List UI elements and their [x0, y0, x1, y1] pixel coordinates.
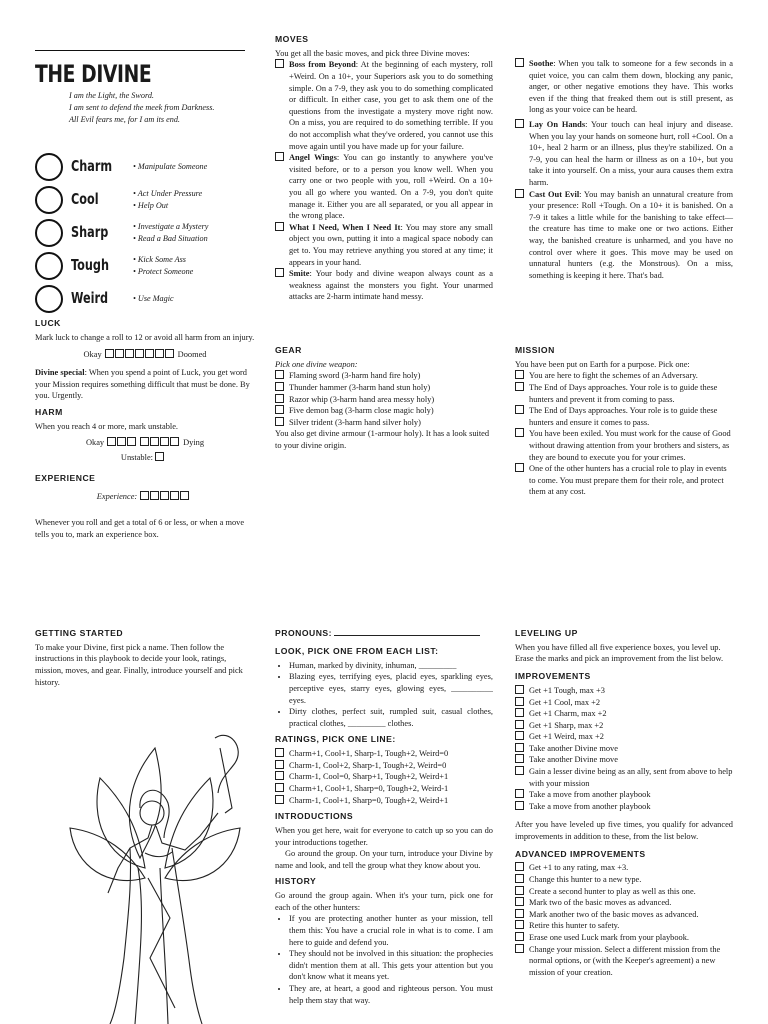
gear-checkbox[interactable]	[275, 405, 284, 414]
move-item: Lay On Hands: Your touch can heal injury and disease. When you lay your hands on someone hurt, roll +Cool. On a 10+, heal 2 harm or an illness, plus they're stabilized. On a 7-9, you can heal the harm or illness as on a 10+, but you take it into yourself. On a miss, your aura causes them extra harm.	[515, 119, 733, 189]
improvement-item: Get +1 Cool, max +2	[515, 697, 733, 709]
move-checkbox[interactable]	[275, 222, 284, 231]
improvement-checkbox[interactable]	[515, 789, 524, 798]
advanced-heading: ADVANCED IMPROVEMENTS	[515, 848, 646, 859]
leveling-section: LEVELING UP When you have filled all five experience boxes, you level up. Erase the marks and pick an improvement from the list below. IMPROVEMENTS Get +1 Tough, max +3 Get +1 Cool, max +2 Get +1 Charm, max +2 Get +1 Sharp, max +2 Get +1 Weird, max +2 Take another Divine move Take another Divine move Gain a lesser divine being as an ally, sent from above to help with your mission Take a move from another playbook Take a move from another playbook After you have leveled up five times, you qualify for advanced improvements in addition to these, from the list below. ADVANCED IMPROVEMENTS Get +1 to any rating, max +3. Change this hunter to a new type. Create a second hunter to play as well as this one. Mark two of the basic moves as advanced. Mark another two of the basic moves as advanced. Retire this hunter to safety. Erase one used Luck mark from your playbook. Change your mission. Select a different mission from the normal options, or (with the Keeper's agreement) a new mission of your creation.	[515, 628, 733, 977]
gear-item: Thunder hammer (3-harm hand stun holy)	[275, 382, 493, 394]
gear-item: Flaming sword (3-harm hand fire holy)	[275, 370, 493, 382]
ratings-checkbox[interactable]	[275, 771, 284, 780]
look-option[interactable]: • Dirty clothes, perfect suit, rumpled suit, casual clothes, practical clothes, _________ clothes.	[289, 706, 493, 729]
rating-circle[interactable]	[35, 219, 63, 247]
moves-section: MOVES You get all the basic moves, and pick three Divine moves: Boss from Beyond: At the beginning of each mystery, roll +Weird. On a 10+, your Superiors ask you to do something simple. On a 7-9, they ask you to do something complicated or difficult. In either case, you get to ask them one of the questions from the investigate a mystery move right now. On a miss, you are required to do something terrible. If you do not accomplish what they've ordered, you cannot use this move again until you have made up for your failure. Angel Wings: You can go instantly to anywhere you've visited before, or to a person you know well. When you carry one or two people with you, roll +Weird. On a 10+ you all go where you wanted. On a 7-9, you don't quite manage it. Either you are all separated, or you all appear in the wrong place. What I Need, When I Need It: You may store any small object you own, putting it into a magical space nobody can get to. You may retrieve anything you stored at any time; it appears in your hand. Smite: Your body and divine weapon always count as a weakness against the monsters you fight. Your unarmed attacks are 2-harm intimate hand messy.	[275, 34, 493, 302]
luck-heading: LUCK	[35, 318, 61, 328]
getting-started-section: GETTING STARTED To make your Divine, first pick a name. Then follow the instructions in this playbook to decide your look, ratings, mission, moves, and gear. Finally, introduce yourself and pick history.	[35, 628, 255, 688]
move-item: Smite: Your body and divine weapon always count as a weakness against the monsters you fight. Your unarmed attacks are 2-harm intimate hand messy.	[275, 268, 493, 303]
rating-circle[interactable]	[35, 186, 63, 214]
mission-checkbox[interactable]	[515, 370, 524, 379]
mission-section: MISSION You have been put on Earth for a purpose. Pick one: You are here to fight the schemes of an Adversary. The End of Days approaches. Your role is to guide these hunters and prevent it from coming to pass. The End of Days approaches. Your role is to guide these hunters and ensure it comes to pass. You have been exiled. You must work for the cause of Good without drawing attention from your brothers and sisters, as they are bound to execute you for your crimes. One of the other hunters has a crucial role to play in events to come. You must prepare them for their role, and protect them at any cost.	[515, 345, 733, 498]
improvement-checkbox[interactable]	[515, 801, 524, 810]
improvement-checkbox[interactable]	[515, 731, 524, 740]
divine-special: Divine special: When you spend a point of Luck, you get word your Mission requires something difficult that must be done. By you. Urgently.	[35, 368, 250, 401]
gear-section: GEAR Pick one divine weapon: Flaming sword (3-harm hand fire holy) Thunder hammer (3-harm hand stun holy) Razor whip (3-harm hand area messy holy) Five demon bag (3-harm close magic holy) Silver trident (3-harm hand silver holy) You also get divine armour (1-armour holy). It has a look suited to your divine origin.	[275, 345, 493, 452]
mission-item: You are here to fight the schemes of an Adversary.	[515, 370, 733, 382]
advanced-checkbox[interactable]	[515, 897, 524, 906]
history-list	[275, 913, 493, 1006]
advanced-item: Erase one used Luck mark from your playbook.	[515, 932, 733, 944]
move-checkbox[interactable]	[515, 189, 524, 198]
advanced-item: Mark two of the basic moves as advanced.	[515, 897, 733, 909]
move-checkbox[interactable]	[275, 59, 284, 68]
improvement-checkbox[interactable]	[515, 766, 524, 775]
look-option[interactable]: • Human, marked by divinity, inhuman, _________	[289, 660, 493, 672]
experience-boxes[interactable]	[140, 491, 190, 500]
advanced-item: Create a second hunter to play as well as this one.	[515, 886, 733, 898]
gear-item: Razor whip (3-harm hand area messy holy)	[275, 394, 493, 406]
moves-continued	[515, 58, 733, 281]
luck-track: Okay Doomed	[83, 350, 207, 360]
ratings-checkbox[interactable]	[275, 783, 284, 792]
title-rule	[35, 50, 245, 51]
rating-tough: Tough • Kick Some Ass • Protect Someone	[35, 249, 255, 282]
improvement-checkbox[interactable]	[515, 697, 524, 706]
gear-checkbox[interactable]	[275, 370, 284, 379]
rating-sharp: Sharp • Investigate a Mystery • Read a Bad Situation	[35, 216, 255, 249]
advanced-checkbox[interactable]	[515, 886, 524, 895]
ratings-line: Charm-1, Cool+2, Sharp-1, Tough+2, Weird=0	[275, 760, 493, 772]
unstable-checkbox[interactable]	[155, 452, 164, 461]
rating-weird: Weird • Use Magic	[35, 282, 255, 315]
gear-checkbox[interactable]	[275, 394, 284, 403]
moves-heading: MOVES	[275, 34, 309, 44]
ratings-line: Charm+1, Cool+1, Sharp=0, Tough+2, Weird-1	[275, 783, 493, 795]
advanced-checkbox[interactable]	[515, 862, 524, 871]
intro-quote: I am the Light, the Sword. I am sent to defend the meek from Darkness. All Evil fears me, for I am its end.	[69, 91, 215, 124]
advanced-checkbox[interactable]	[515, 909, 524, 918]
pronouns-field[interactable]	[334, 635, 480, 636]
advanced-item: Change your mission. Select a different mission from the normal options, or (with the Keeper's agreement) a new mission of your creation.	[515, 944, 733, 979]
mission-checkbox[interactable]	[515, 405, 524, 414]
improvement-checkbox[interactable]	[515, 685, 524, 694]
advanced-item: Mark another two of the basic moves as advanced.	[515, 909, 733, 921]
look-list	[275, 660, 493, 730]
move-checkbox[interactable]	[275, 268, 284, 277]
improvement-item: Get +1 Charm, max +2	[515, 708, 733, 720]
experience-track: Experience:	[35, 491, 255, 503]
rating-cool: Cool • Act Under Pressure • Help Out	[35, 183, 255, 216]
history-option: • They should not be involved in this situation: the prophecies didn't mention them at all. This gets your attention but you don't know what it means yet.	[289, 948, 493, 983]
pronouns-row: PRONOUNS:	[275, 628, 493, 640]
advanced-item: Change this hunter to a new type.	[515, 874, 733, 886]
history-heading: HISTORY	[275, 876, 317, 887]
improvement-item: Take a move from another playbook	[515, 801, 733, 813]
ratings-block	[35, 150, 255, 315]
ratings-line: Charm-1, Cool=0, Sharp+1, Tough+2, Weird+1	[275, 771, 493, 783]
move-item: Cast Out Evil: You may banish an unnatural creature from your presence: Roll +Tough. On a 10+ it is banished. On a 7-9 it takes a little while for the banishing to take effect—the creature has time to make one or two actions. Either way, the banished creature is unharmed, and you have no control over where it goes. This move may be used on unnatural hunters (e.g. the Monstrous). On a miss, something is keeping it here. That's bad.	[515, 189, 733, 282]
move-item: Soothe: When you talk to someone for a few seconds in a quiet voice, you can calm them down, blocking any panic, anger, or other negative emotions they have. This works even if the thing that freaked them out is still present, as long as your voice can be heard.	[515, 58, 733, 116]
harm-heading: HARM	[35, 406, 63, 417]
getting-started-heading: GETTING STARTED	[35, 628, 124, 638]
advanced-item: Get +1 to any rating, max +3.	[515, 862, 733, 874]
improvement-item: Gain a lesser divine being as an ally, sent from above to help with your mission	[515, 766, 733, 789]
improvement-item: Get +1 Sharp, max +2	[515, 720, 733, 732]
move-checkbox[interactable]	[275, 152, 284, 161]
gear-item: Silver trident (3-harm hand silver holy)	[275, 417, 493, 429]
playbook-title: THE DIVINE	[35, 60, 152, 88]
improvement-checkbox[interactable]	[515, 754, 524, 763]
improvement-item: Take a move from another playbook	[515, 789, 733, 801]
mission-checkbox[interactable]	[515, 463, 524, 472]
harm-track: Okay Dying	[85, 438, 205, 448]
mission-item: One of the other hunters has a crucial role to play in events to come. You must prepare them for their role, and protect them at any cost.	[515, 463, 733, 498]
mission-item: The End of Days approaches. Your role is to guide these hunters and ensure it comes to pass.	[515, 405, 733, 428]
gear-checkbox[interactable]	[275, 417, 284, 426]
look-option[interactable]: • Blazing eyes, terrifying eyes, placid eyes, sparkling eyes, perceptive eyes, starry eyes, glowing eyes, __________ eyes.	[289, 671, 493, 706]
gear-checkbox[interactable]	[275, 382, 284, 391]
advanced-item: Retire this hunter to safety.	[515, 920, 733, 932]
ratings-checkbox[interactable]	[275, 760, 284, 769]
ratings-checkbox[interactable]	[275, 748, 284, 757]
advanced-checkbox[interactable]	[515, 944, 524, 953]
mission-item: The End of Days approaches. Your role is to guide these hunters and prevent it from coming to pass.	[515, 382, 733, 405]
leveling-heading: LEVELING UP	[515, 628, 578, 638]
improvement-item: Get +1 Tough, max +3	[515, 685, 733, 697]
history-option: • They are, at heart, a good and righteous person. You must help them stay that way.	[289, 983, 493, 1006]
mission-checkbox[interactable]	[515, 382, 524, 391]
luck-boxes[interactable]	[105, 349, 175, 358]
improvement-checkbox[interactable]	[515, 720, 524, 729]
advanced-checkbox[interactable]	[515, 932, 524, 941]
advanced-checkbox[interactable]	[515, 920, 524, 929]
introductions-heading: INTRODUCTIONS	[275, 811, 354, 822]
rating-circle[interactable]	[35, 252, 63, 280]
improvements-heading: IMPROVEMENTS	[515, 671, 591, 682]
move-item: Angel Wings: You can go instantly to anywhere you've visited before, or to a person you know well. When you carry one or two people with you, roll +Weird. On a 10+ you all go where you wanted. On a 7-9, you don't quite manage it. Either you are all separated, or you all appear in the wrong place.	[275, 152, 493, 222]
ratings-pick-heading: RATINGS, PICK ONE LINE:	[275, 734, 396, 745]
history-option: • If you are protecting another hunter as your mission, tell them this: You have a crucial role in what is to come. I am here to guide and defend you.	[289, 913, 493, 948]
ratings-checkbox[interactable]	[275, 795, 284, 804]
improvement-item: Take another Divine move	[515, 754, 733, 766]
move-item: What I Need, When I Need It: You may store any small object you own, putting it into a magical space nobody can get to. You may retrieve anything you stored at any time; it appears in your hand.	[275, 222, 493, 268]
gear-item: Five demon bag (3-harm close magic holy)	[275, 405, 493, 417]
experience-heading: EXPERIENCE	[35, 473, 96, 484]
ratings-line: Charm-1, Cool+1, Sharp=0, Tough+2, Weird+1	[275, 795, 493, 807]
mission-item: You have been exiled. You must work for the cause of Good without drawing attention from your brothers and sisters, as they are bound to execute you for your crimes.	[515, 428, 733, 463]
unstable-track: Unstable:	[35, 452, 255, 464]
advanced-checkbox[interactable]	[515, 874, 524, 883]
improvement-checkbox[interactable]	[515, 743, 524, 752]
move-checkbox[interactable]	[515, 58, 524, 67]
luck-section: LUCK Mark luck to change a roll to 12 or avoid all harm from an injury. Okay Doomed Divine special: When you spend a point of Luck, you get word your Mission requires something difficult that must be done. By you. Urgently. HARM When you reach 4 or more, mark unstable. Okay Dying Unstable: EXPERIENCE Experience: Whenever you roll and get a total of 6 or less, or when a move tells you to, mark an experience box.	[35, 318, 255, 539]
improvement-item: Get +1 Weird, max +2	[515, 731, 733, 743]
rating-circle[interactable]	[35, 285, 63, 313]
move-item: Boss from Beyond: At the beginning of each mystery, roll +Weird. On a 10+, your Superiors ask you to do something simple. On a 7-9, they ask you to do something complicated or difficult. In either case, you get to ask them one of the questions from the investigate a mystery move right now. On a miss, you are required to do something terrible. If you do not accomplish what they've ordered, you cannot use this move again until you have made up for your failure.	[275, 59, 493, 152]
rating-charm: Charm • Manipulate Someone	[35, 150, 255, 183]
improvement-item: Take another Divine move	[515, 743, 733, 755]
gear-heading: GEAR	[275, 345, 302, 355]
ratings-line: Charm+1, Cool+1, Sharp-1, Tough+2, Weird=0	[275, 748, 493, 760]
creation-section: PRONOUNS: LOOK, PICK ONE FROM EACH LIST: • Human, marked by divinity, inhuman, _________ • Blazing eyes, terrifying eyes, placid eyes, sparkling eyes, perceptive eyes, starry eyes, glowing eyes, __________ eyes. • Dirty clothes, perfect suit, rumpled suit, casual clothes, practical clothes, _________ clothes. RATINGS, PICK ONE LINE: Charm+1, Cool+1, Sharp-1, Tough+2, Weird=0 Charm-1, Cool+2, Sharp-1, Tough+2, Weird=0 Charm-1, Cool=0, Sharp+1, Tough+2, Weird+1 Charm+1, Cool+1, Sharp=0, Tough+2, Weird-1 Charm-1, Cool+1, Sharp=0, Tough+2, Weird+1 INTRODUCTIONS When you get here, wait for everyone to catch up so you can do your introductions together. Go around the group. On your turn, introduce your Divine by name and look, and tell the group what they know about you. HISTORY Go around the group again. When it's your turn, pick one for each of the other hunters: • If you are protecting another hunter as your mission, tell them this: You have a crucial role in what is to come. I am here to guide and defend you. • They should not be involved in this situation: the prophecies didn't mention them at all. This gets your attention but you don't know what it means yet. • They are, at heart, a good and righteous person. You must help them stay that way.	[275, 628, 493, 1006]
look-heading: LOOK, PICK ONE FROM EACH LIST:	[275, 645, 439, 656]
move-checkbox[interactable]	[515, 119, 524, 128]
rating-circle[interactable]	[35, 153, 63, 181]
improvement-checkbox[interactable]	[515, 708, 524, 717]
mission-heading: MISSION	[515, 345, 555, 355]
divine-illustration	[60, 718, 250, 1024]
harm-boxes[interactable]	[107, 437, 180, 446]
mission-checkbox[interactable]	[515, 428, 524, 437]
